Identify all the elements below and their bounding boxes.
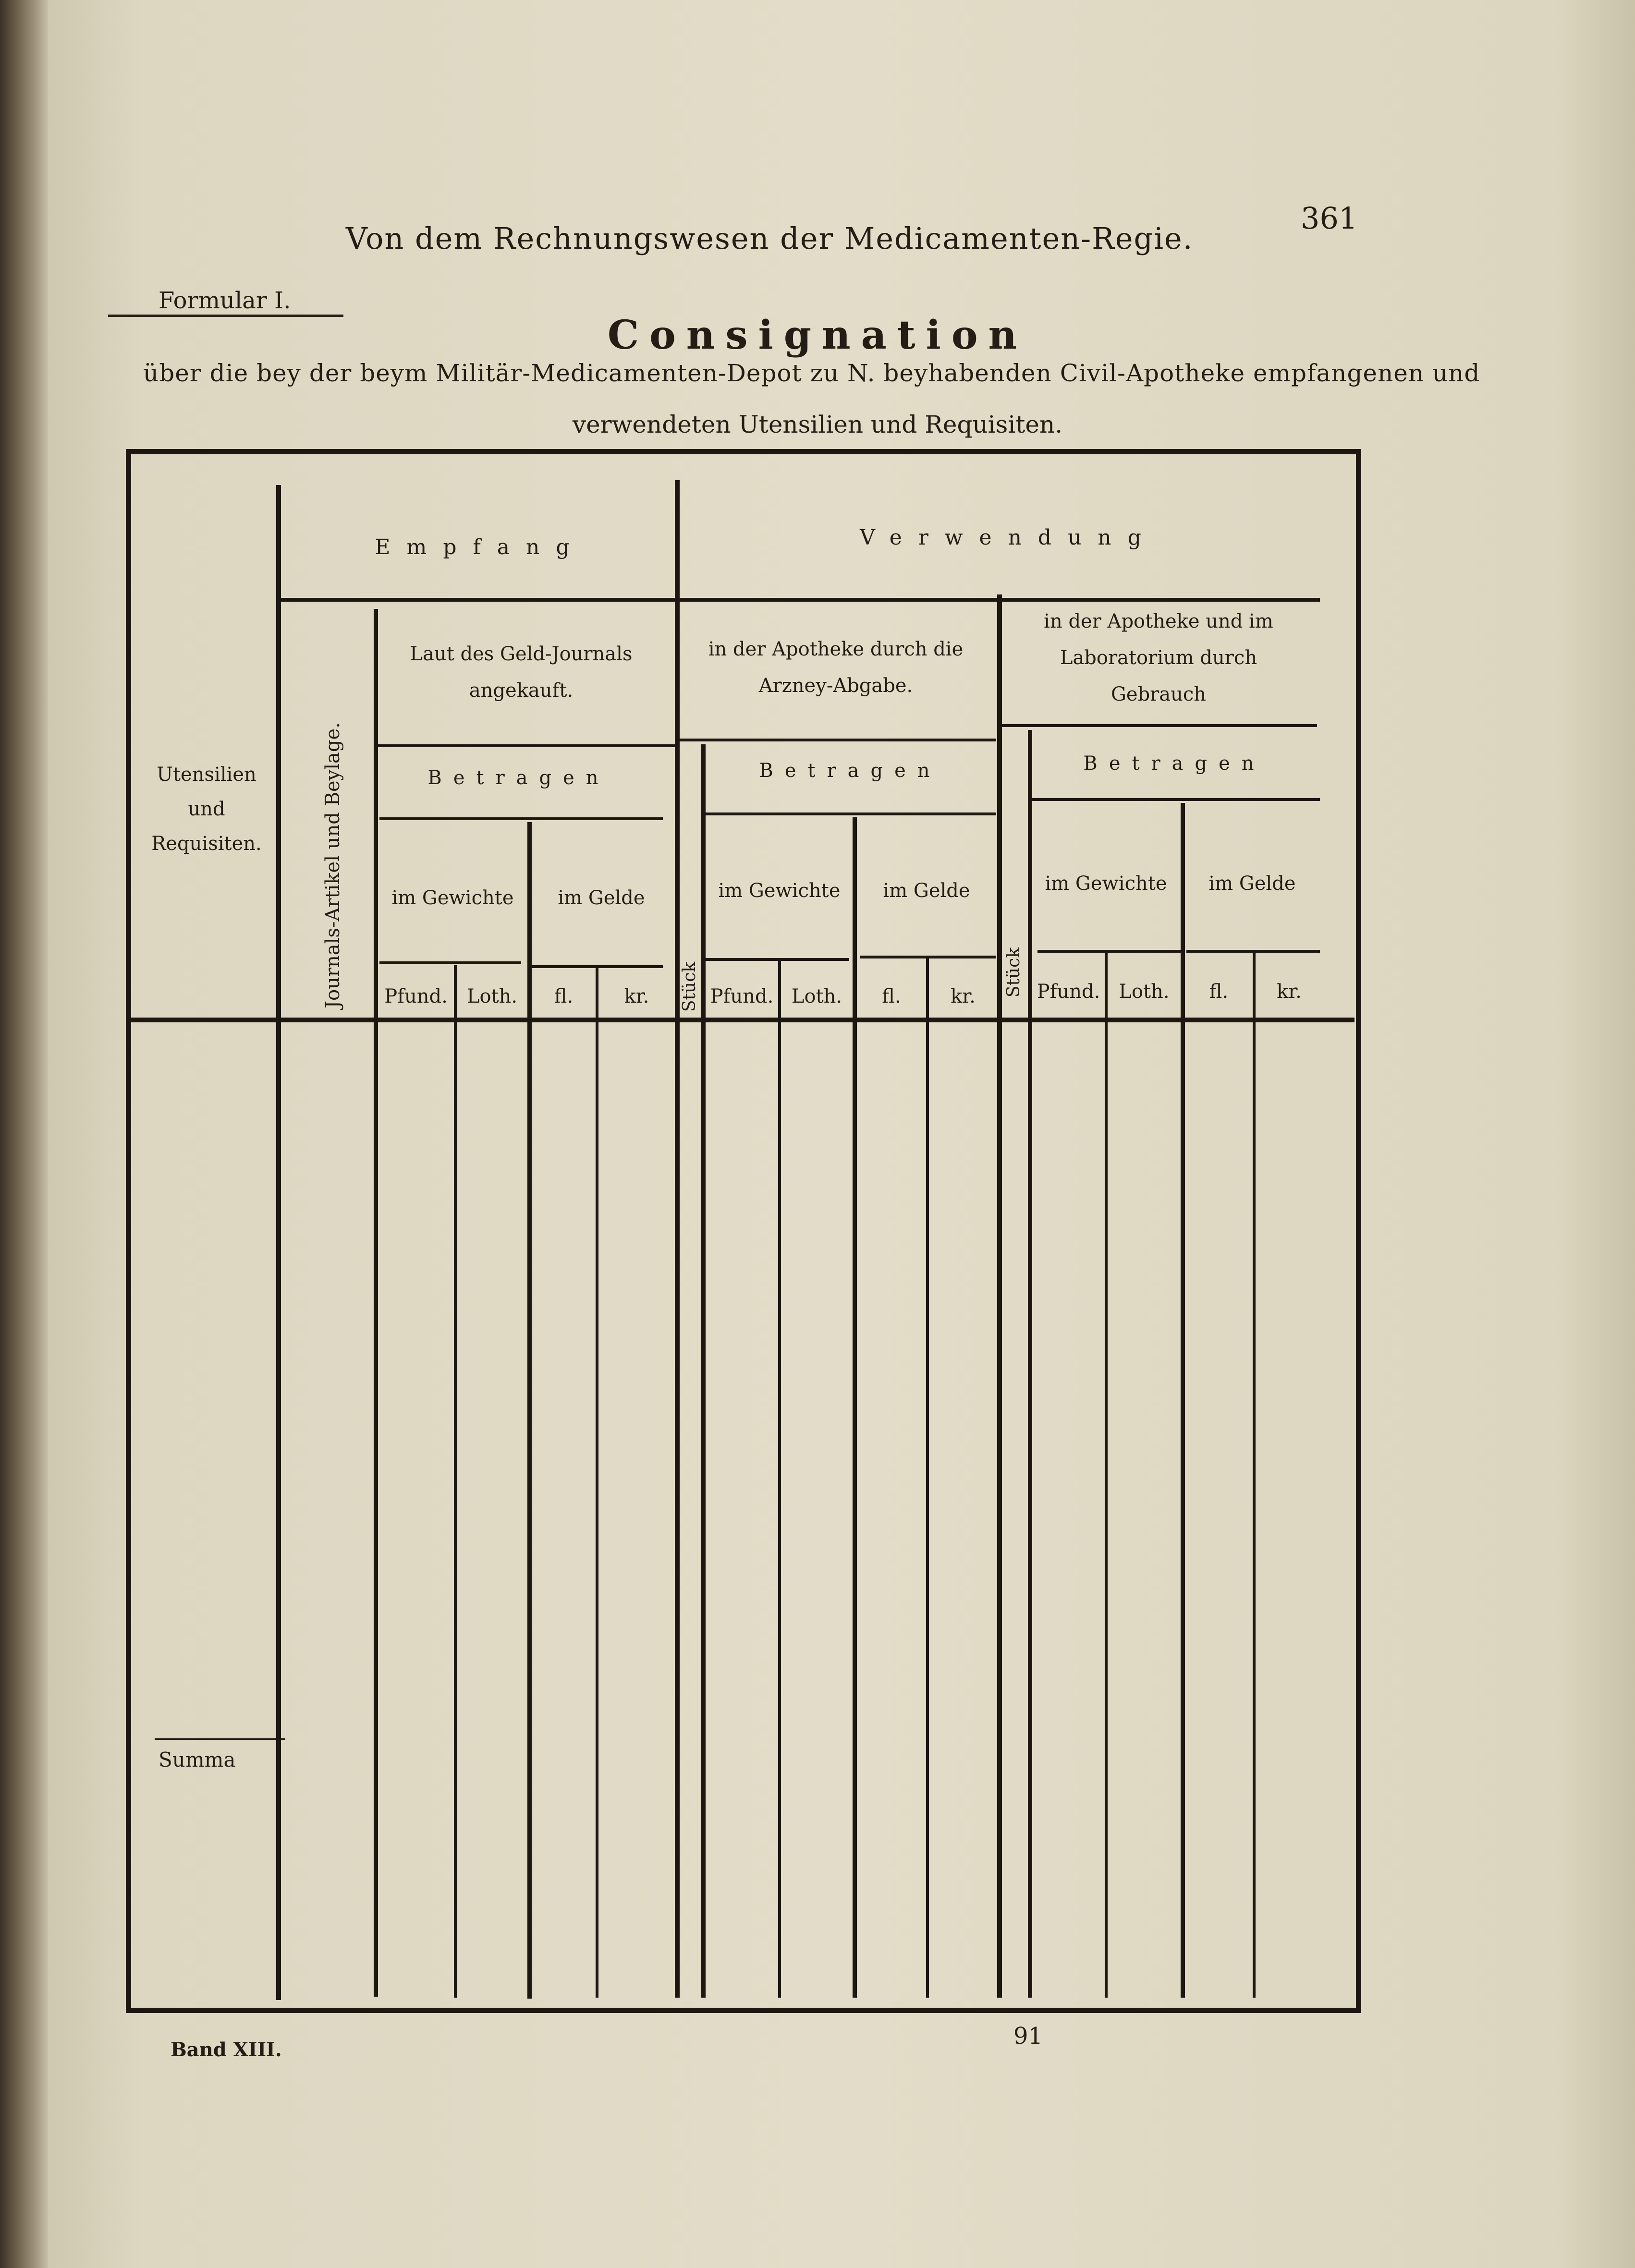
- unit-pfund-2: Pfund.: [710, 985, 774, 1007]
- unit-kr-2: kr.: [951, 985, 976, 1007]
- header-gelde-1: im Gelde: [558, 887, 645, 909]
- betragen2-rule: [705, 813, 996, 815]
- header-bottom-rule: [130, 1018, 1354, 1022]
- form-title: Consignation: [607, 312, 1028, 358]
- unit-fl-2: fl.: [882, 985, 901, 1007]
- empfang-rule: [278, 598, 1320, 602]
- page-number: 361: [1301, 201, 1358, 236]
- header-betragen-3: Betragen: [1083, 752, 1266, 775]
- header-verwendung: Verwendung: [860, 525, 1158, 550]
- summa-rule: [155, 1738, 285, 1740]
- col-rule-verw: [997, 594, 1002, 1998]
- betragen3-rule: [1032, 798, 1320, 801]
- col-rule-pfund3: [1105, 953, 1108, 1998]
- form-label: Formular I.: [159, 287, 291, 314]
- header-gewichte-1: im Gewichte: [391, 887, 514, 909]
- form-subtitle-line1: über die bey der beym Militär-Medicamenten-Depot zu N. beyhabenden Civil-Apotheke empfangenen und: [143, 359, 1480, 387]
- col-rule-gewicht3: [1181, 803, 1185, 1998]
- gewichte2-rule: [705, 958, 849, 961]
- header-labor: in der Apotheke und im Laboratorium durch Gebrauch: [1044, 610, 1273, 705]
- unit-pfund-1: Pfund.: [384, 985, 448, 1007]
- header-empfang: Empfang: [375, 535, 586, 560]
- header-betragen-2: Betragen: [759, 760, 941, 782]
- unit-kr-3: kr.: [1277, 981, 1302, 1003]
- signature-mark: 91: [1013, 2023, 1043, 2050]
- unit-fl-1: fl.: [554, 985, 573, 1007]
- header-items: Utensilien und Requisiten.: [151, 764, 262, 855]
- unit-loth-2: Loth.: [791, 985, 842, 1007]
- gewichte3-rule: [1037, 950, 1182, 953]
- gewichte1-rule: [379, 961, 521, 964]
- col-rule-gewicht1: [527, 822, 532, 1999]
- header-gewichte-3: im Gewichte: [1045, 873, 1167, 895]
- col-rule-fl3: [1253, 953, 1256, 1998]
- col-rule-stueck2: [1028, 730, 1032, 1998]
- col-rule-items: [276, 485, 281, 2000]
- unit-stueck-2: Stück: [1004, 947, 1024, 998]
- unit-loth-1: Loth.: [466, 985, 518, 1007]
- summa-label: Summa: [159, 1748, 236, 1771]
- header-arzney: in der Apotheke durch die Arzney-Abgabe.: [708, 638, 964, 697]
- labor-rule: [1000, 724, 1317, 727]
- unit-stueck-1: Stück: [680, 961, 699, 1012]
- unit-kr-1: kr.: [624, 985, 649, 1007]
- header-gelde-3: im Gelde: [1208, 873, 1296, 895]
- header-laut: Laut des Geld-Journals angekauft.: [410, 643, 633, 702]
- gelde3-rule: [1186, 950, 1320, 953]
- unit-fl-3: fl.: [1209, 981, 1229, 1003]
- unit-pfund-3: Pfund.: [1037, 981, 1100, 1003]
- running-head: Von dem Rechnungswesen der Medicamenten-Regie.: [346, 221, 1194, 256]
- volume-label: Band XIII.: [171, 2038, 282, 2061]
- laut-rule: [378, 744, 675, 747]
- unit-loth-3: Loth.: [1119, 981, 1170, 1003]
- col-rule-journal: [374, 609, 378, 1997]
- col-rule-fl1: [596, 968, 598, 1998]
- header-gewichte-2: im Gewichte: [718, 880, 841, 902]
- col-rule-pfund1: [454, 965, 457, 1998]
- arzney-rule: [679, 739, 996, 741]
- header-betragen-1: Betragen: [427, 767, 610, 789]
- header-gelde-2: im Gelde: [883, 880, 970, 902]
- col-rule-stueck1: [701, 744, 706, 1998]
- form-subtitle-line2: verwendeten Utensilien und Requisiten.: [572, 411, 1063, 438]
- betragen1-rule: [379, 817, 663, 820]
- col-rule-fl2: [926, 958, 929, 1998]
- col-rule-pfund2: [778, 960, 781, 1998]
- header-journal: Journals-Artikel und Beylage.: [322, 722, 344, 1008]
- col-rule-gewicht2: [853, 817, 857, 1998]
